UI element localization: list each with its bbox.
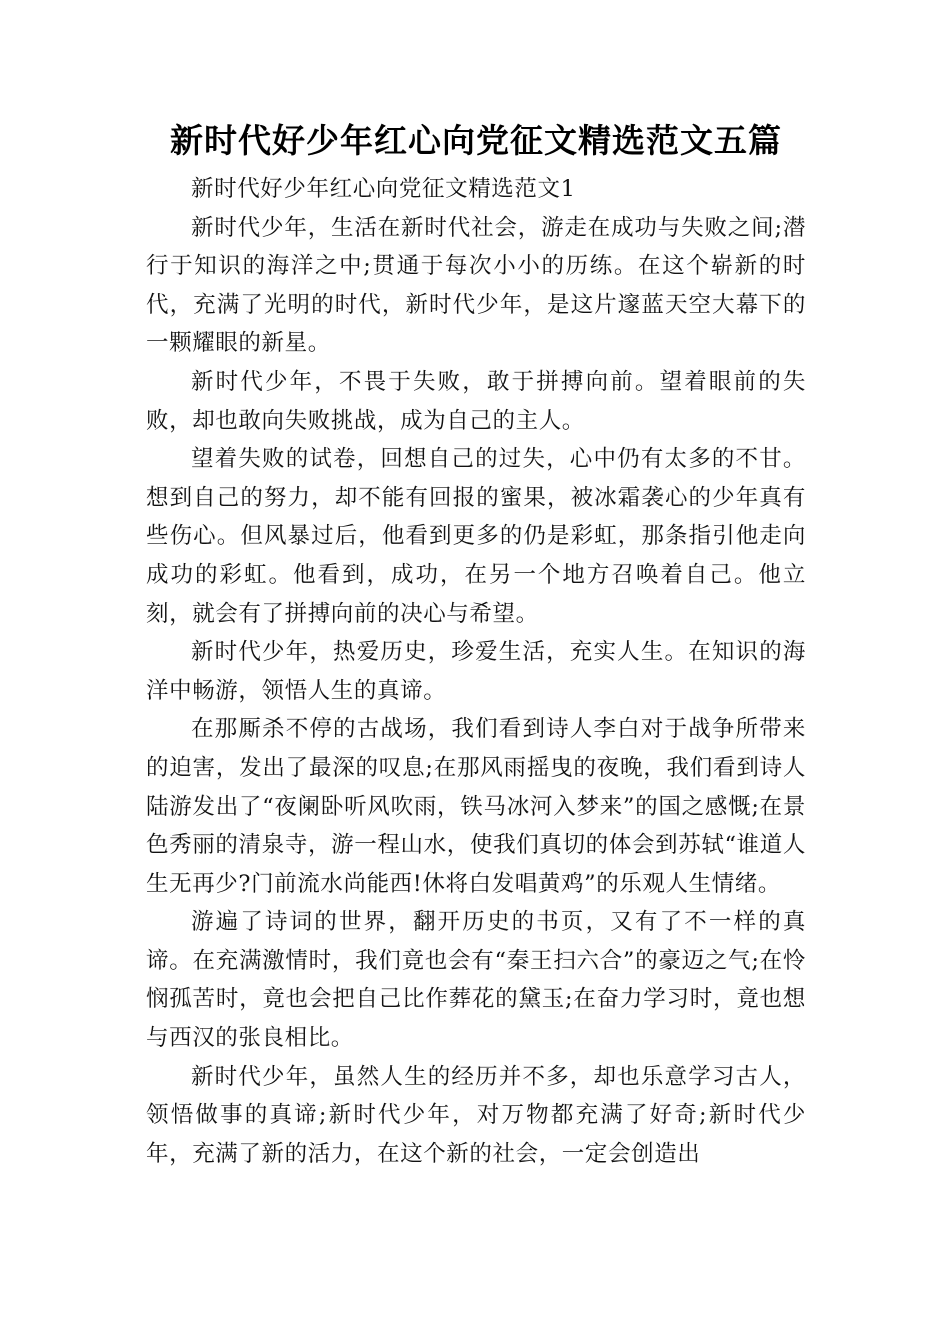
document-body [146, 170, 806, 1173]
essay-subtitle: 新时代好少年红心向党征文精选范文1 [191, 176, 576, 202]
paragraph-2: 新时代少年，不畏于失败，敢于拼搏向前。望着眼前的失败，却也敢向失败挑战，成为自己的主人。 [146, 368, 806, 434]
paragraph-4: 新时代少年，热爱历史，珍爱生活，充实人生。在知识的海洋中畅游，领悟人生的真谛。 [146, 639, 806, 704]
paragraph-3: 望着失败的试卷，回想自己的过失，心中仍有太多的不甘。想到自己的努力，却不能有回报的蜜果，被冰霜袭心的少年真有些伤心。但风暴过后，他看到更多的仍是彩虹，那条指引他走向成功的彩虹。他看到，成功，在另一个地方召唤着自己。他立刻，就会有了拼搏向前的决心与希望。 [146, 446, 806, 627]
document-title: 新时代好少年红心向党征文精选范文五篇 [170, 121, 782, 160]
paragraph-6: 游遍了诗词的世界，翻开历史的书页，又有了不一样的真谛。在充满激情时，我们竟也会有“秦王扫六合”的豪迈之气;在怜悯孤苦时，竟也会把自己比作葬花的黛玉;在奋力学习时，竟也想与西汉的张良相比。 [146, 909, 806, 1052]
paragraph-7: 新时代少年，虽然人生的经历并不多，却也乐意学习古人，领悟做事的真谛;新时代少年，对万物都充满了好奇;新时代少年，充满了新的活力，在这个新的社会，一定会创造出 [146, 1063, 806, 1167]
paragraph-5: 在那厮杀不停的古战场，我们看到诗人李白对于战争所带来的迫害，发出了最深的叹息;在那风雨摇曳的夜晚，我们看到诗人陆游发出了“夜阑卧听风吹雨，铁马冰河入梦来”的国之感慨;在景色秀丽的清泉寺，游一程山水，使我们真切的体会到苏轼“谁道人生无再少?门前流水尚能西!休将白发唱黄鸡”的乐观人生情绪。 [146, 716, 806, 897]
paragraph-1: 新时代少年，生活在新时代社会，游走在成功与失败之间;潜行于知识的海洋之中;贯通于每次小小的历练。在这个崭新的时代，充满了光明的时代，新时代少年，是这片邃蓝天空大幕下的一颗耀眼的新星。 [146, 214, 806, 357]
